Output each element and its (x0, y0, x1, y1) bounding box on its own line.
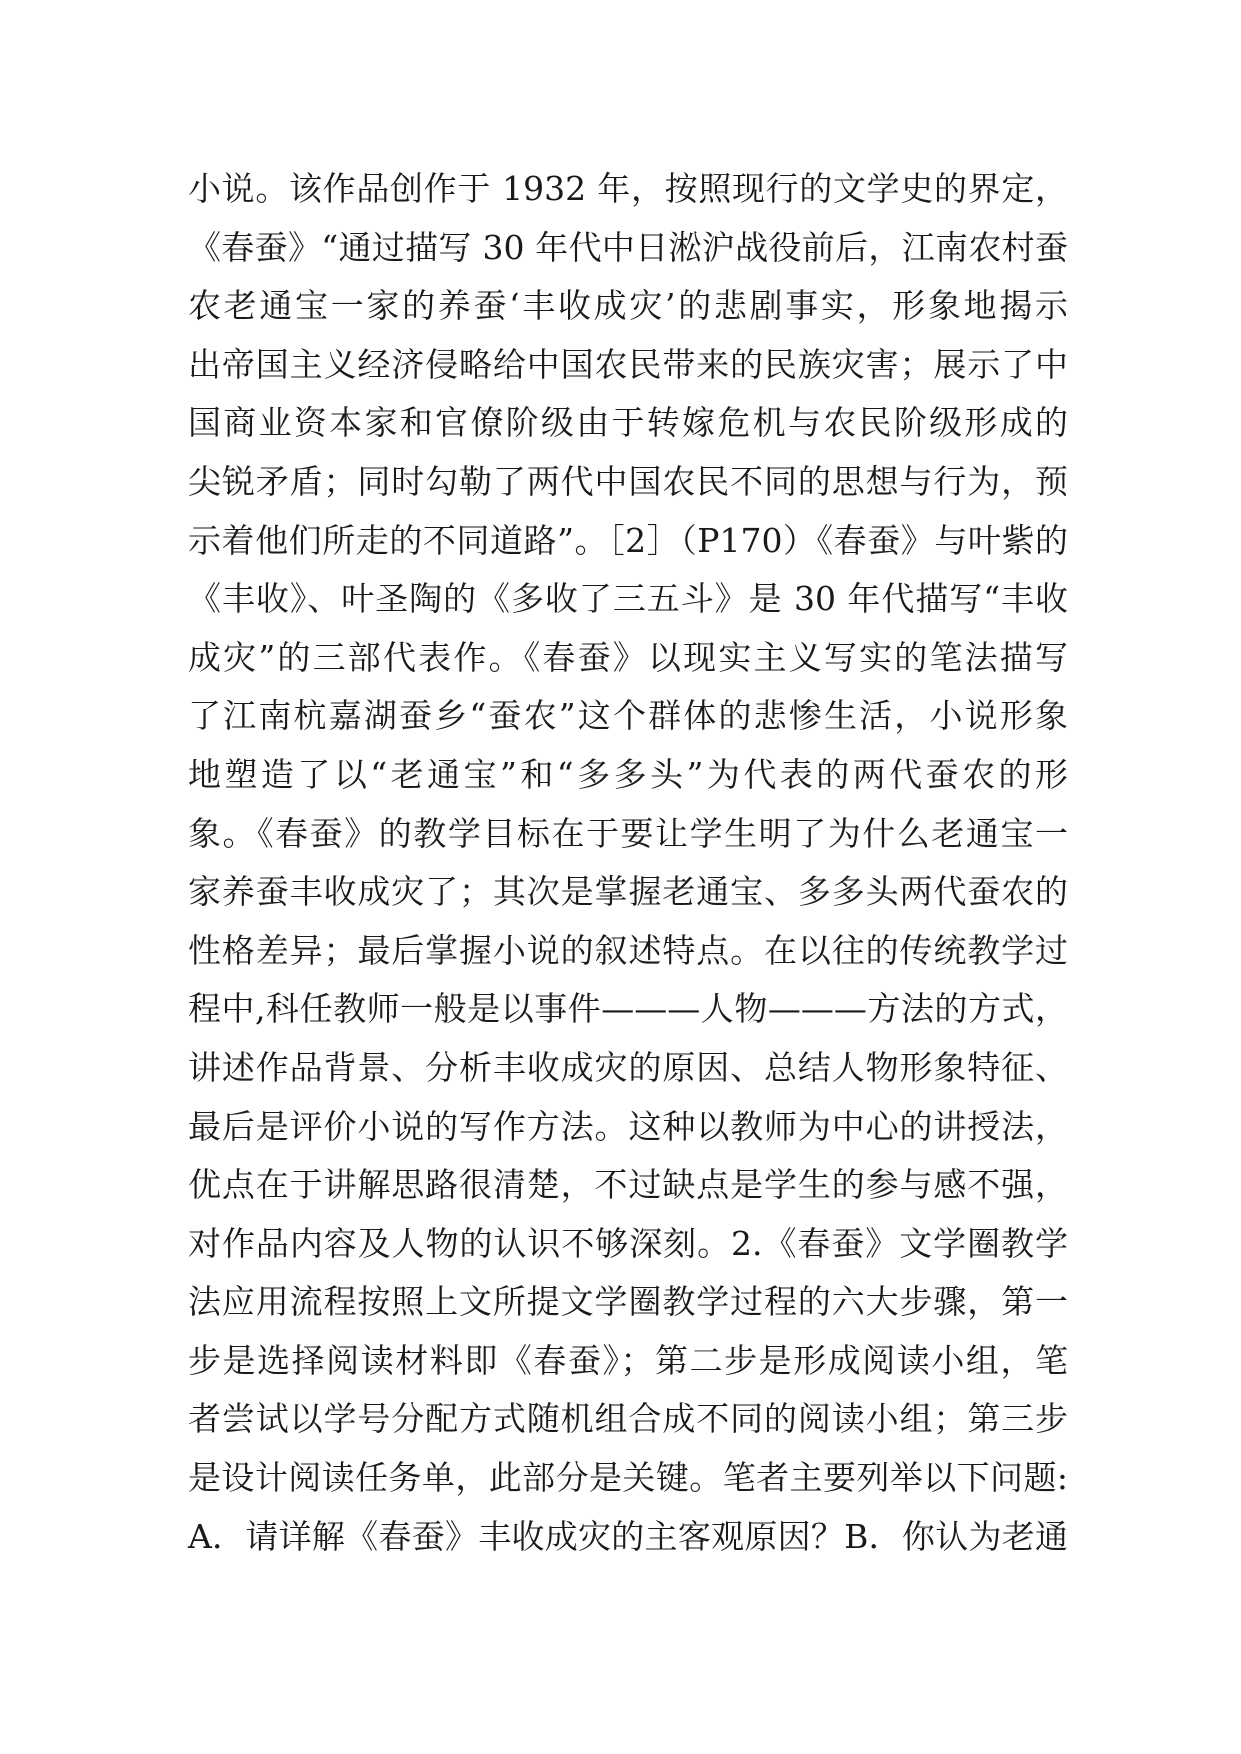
text-line: 了江南杭嘉湖蚕乡“蚕农”这个群体的悲惨生活，小说形象 (188, 696, 1068, 736)
text-line: 《丰收》、叶圣陶的《多收了三五斗》是 30 年代描写“丰收 (188, 579, 1068, 619)
text-line: 成灾”的三部代表作。《春蚕》以现实主义写实的笔法描写 (188, 637, 1068, 677)
text-line: 家养蚕丰收成灾了；其次是掌握老通宝、多多头两代蚕农的 (188, 872, 1068, 912)
text-line: 优点在于讲解思路很清楚，不过缺点是学生的参与感不强， (188, 1165, 1068, 1205)
text-line: A．请详解《春蚕》丰收成灾的主客观原因？B．你认为老通 (188, 1516, 1068, 1556)
text-line: 地塑造了以“老通宝”和“多多头”为代表的两代蚕农的形 (188, 754, 1068, 794)
text-line: 是设计阅读任务单，此部分是关键。笔者主要列举以下问题: (188, 1458, 1068, 1498)
text-line: 最后是评价小说的写作方法。这种以教师为中心的讲授法， (188, 1106, 1068, 1146)
text-line: 出帝国主义经济侵略给中国农民带来的民族灾害；展示了中 (188, 344, 1068, 384)
text-line: 农老通宝一家的养蚕‘丰收成灾’的悲剧事实，形象地揭示 (188, 286, 1068, 326)
text-line: 性格差异；最后掌握小说的叙述特点。在以往的传统教学过 (188, 930, 1068, 970)
text-line: 国商业资本家和官僚阶级由于转嫁危机与农民阶级形成的 (188, 403, 1068, 443)
text-line: 法应用流程按照上文所提文学圈教学过程的六大步骤，第一 (188, 1282, 1068, 1322)
text-line: 步是选择阅读材料即《春蚕》；第二步是形成阅读小组，笔 (188, 1340, 1068, 1380)
text-line: 示着他们所走的不同道路”。［2］（P170）《春蚕》与叶紫的 (188, 520, 1068, 560)
text-line: 对作品内容及人物的认识不够深刻。2.《春蚕》文学圈教学 (188, 1223, 1068, 1263)
body-text (188, 160, 1068, 1566)
text-line: 讲述作品背景、分析丰收成灾的原因、总结人物形象特征、 (188, 1047, 1068, 1087)
text-line: 象。《春蚕》的教学目标在于要让学生明了为什么老通宝一 (188, 813, 1068, 853)
text-line: 小说。该作品创作于 1932 年，按照现行的文学史的界定， (188, 169, 1068, 208)
text-line: 《春蚕》“通过描写 30 年代中日淞沪战役前后，江南农村蚕 (188, 227, 1068, 267)
text-line: 尖锐矛盾；同时勾勒了两代中国农民不同的思想与行为，预 (188, 461, 1068, 501)
text-line: 者尝试以学号分配方式随机组合成不同的阅读小组；第三步 (188, 1399, 1068, 1439)
text-line: 程中,科任教师一般是以事件———人物———方法的方式， (188, 989, 1068, 1029)
